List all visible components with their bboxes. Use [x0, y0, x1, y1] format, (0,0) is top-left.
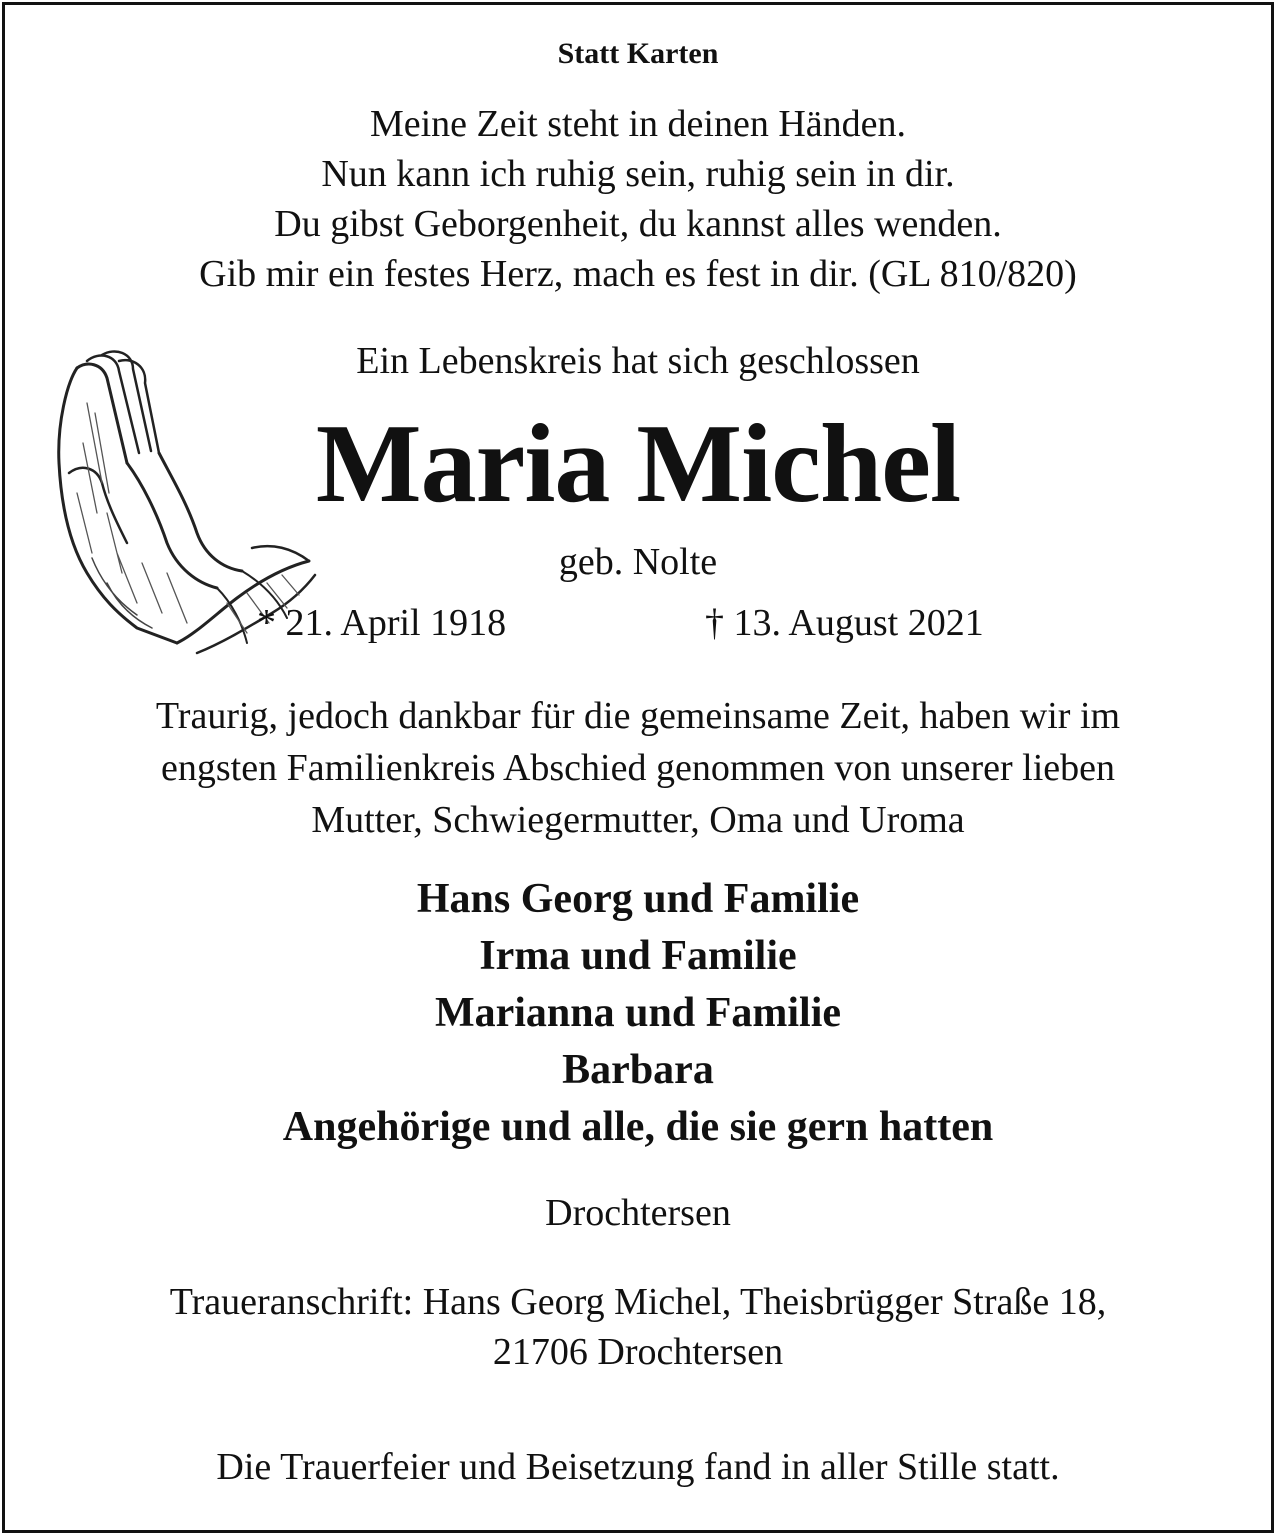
- birth-date: * 21. April 1918: [257, 602, 507, 644]
- place: Drochtersen: [545, 1192, 731, 1234]
- notice-header: Statt Karten: [557, 37, 719, 70]
- address-line-2: 21706 Drochtersen: [492, 1331, 784, 1373]
- death-date: † 13. August 2021: [705, 602, 984, 644]
- message-line-1: Traurig, jedoch dankbar für die gemeinsame Zeit, haben wir im: [155, 695, 1121, 737]
- mourner-5: Angehörige und alle, die sie gern hatten: [282, 1104, 994, 1150]
- closing-note: Die Trauerfeier und Beisetzung fand in aller Stille statt.: [216, 1446, 1060, 1488]
- mourner-3: Marianna und Familie: [434, 990, 842, 1036]
- maiden-name: geb. Nolte: [558, 541, 718, 583]
- mourner-2: Irma und Familie: [479, 933, 797, 979]
- deceased-name: Maria Michel: [315, 402, 961, 526]
- address-line-1: Traueranschrift: Hans Georg Michel, Theisbrügger Straße 18,: [169, 1281, 1107, 1323]
- verse-line-4: Gib mir ein festes Herz, mach es fest in dir. (GL 810/820): [199, 253, 1077, 295]
- message-line-3: Mutter, Schwiegermutter, Oma und Uroma: [311, 799, 965, 841]
- verse-line-1: Meine Zeit steht in deinen Händen.: [369, 103, 907, 145]
- verse-line-3: Du gibst Geborgenheit, du kannst alles wenden.: [274, 203, 1002, 245]
- obituary-notice: [2, 2, 1274, 1533]
- verse-line-2: Nun kann ich ruhig sein, ruhig sein in dir.: [321, 153, 955, 195]
- message-line-2: engsten Familienkreis Abschied genommen von unserer lieben: [161, 747, 1115, 789]
- life-circle-text: Ein Lebenskreis hat sich geschlossen: [356, 340, 920, 382]
- mourner-4: Barbara: [562, 1047, 714, 1093]
- mourner-1: Hans Georg und Familie: [416, 876, 860, 922]
